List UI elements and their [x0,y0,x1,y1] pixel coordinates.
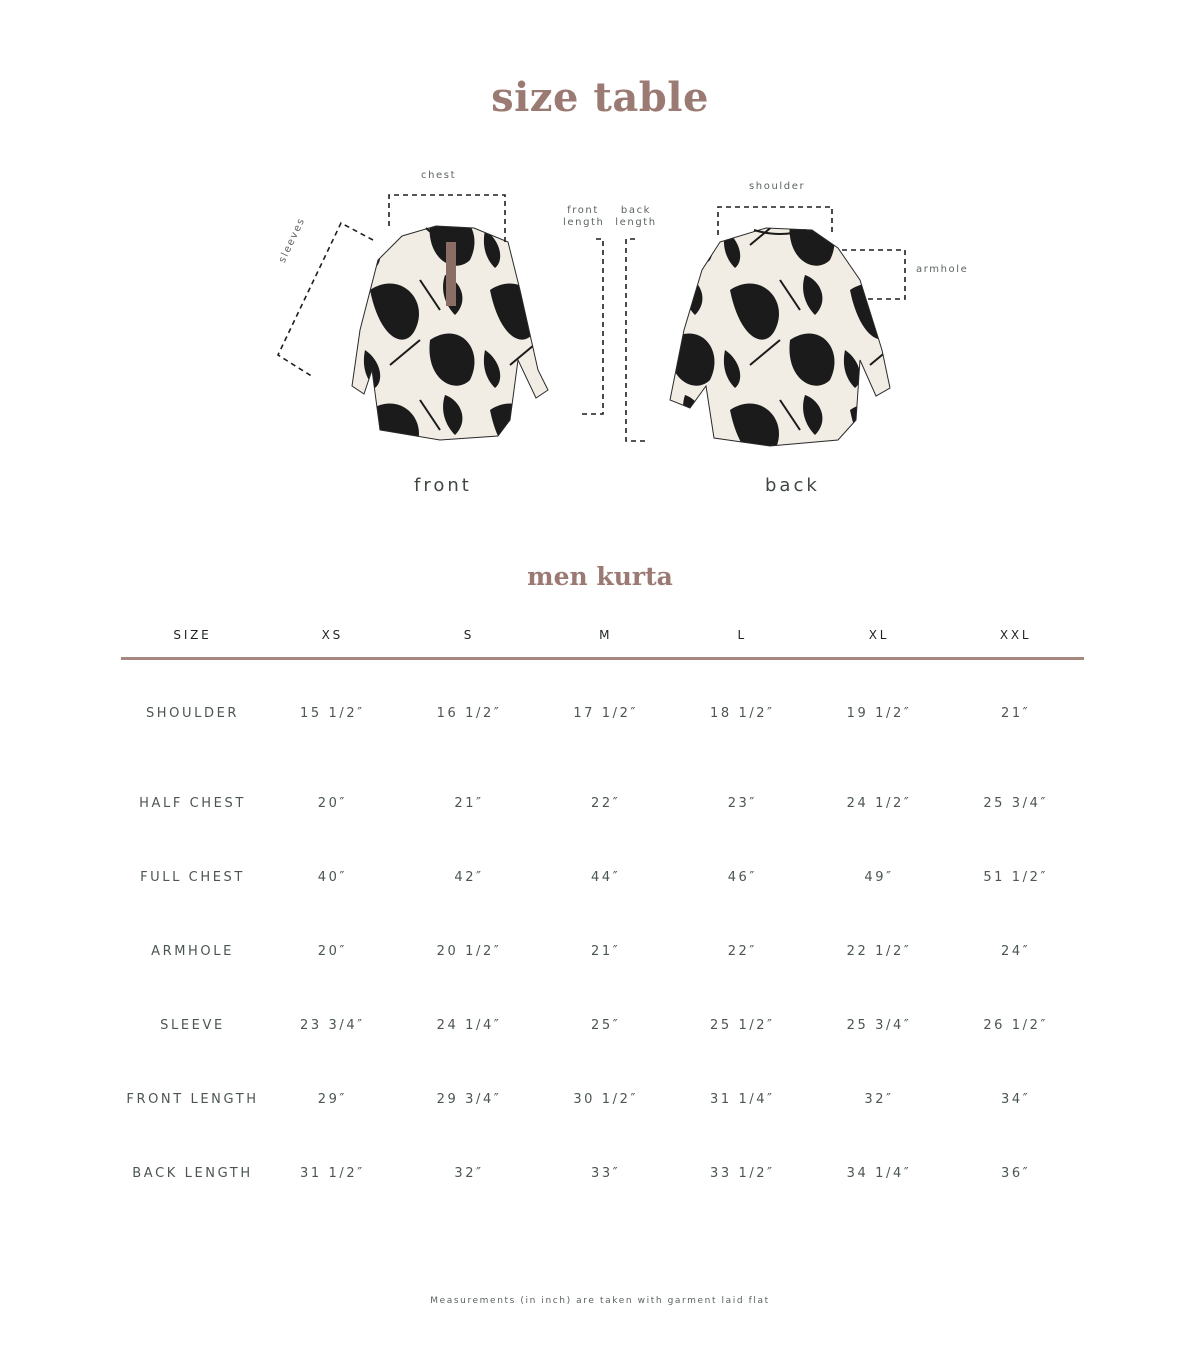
table-cell: 16 1/2″ [436,705,502,721]
table-row [121,766,1084,840]
table-cell: 24 1/2″ [846,795,912,811]
table-cell: 31 1/2″ [300,1165,365,1181]
measurement-diagram [0,150,1200,510]
table-row [121,840,1084,914]
table-cell: 23 3/4″ [300,1017,365,1033]
table-cell: 19 1/2″ [846,705,912,721]
back-view-label: back [765,475,820,496]
table-cell: 18 1/2″ [709,705,775,721]
table-cell: 49″ [864,869,894,885]
table-cell: 32″ [454,1165,484,1181]
back-length-label-line1: back [620,205,652,216]
table-cell: 33 1/2″ [709,1165,775,1181]
back-length-label-line2: length [615,217,657,228]
table-cell: 24 1/4″ [436,1017,502,1033]
armhole-label: armhole [916,264,969,275]
header-row [121,612,1084,659]
table-cell: 21″ [1001,705,1031,721]
header-cell: XXL [947,612,1084,659]
table-cell: 36″ [1001,1165,1031,1181]
table-cell: 24″ [1001,943,1031,959]
table-cell: 20 1/2″ [436,943,502,959]
table-cell: 25 3/4″ [846,1017,912,1033]
table-cell: 20″ [317,795,347,811]
row-label: SLEEVE [160,1017,225,1033]
measurement-note: Measurements (in inch) are taken with garment laid flat [430,1296,770,1306]
table-cell: 21″ [454,795,484,811]
table-cell: 32″ [864,1091,894,1107]
front-garment [352,226,548,440]
header-cell: SIZE [121,612,264,659]
row-label: BACK LENGTH [132,1165,253,1181]
front-length-label [563,205,603,229]
row-label: HALF CHEST [139,795,246,811]
table-cell: 22″ [591,795,621,811]
table-cell: 15 1/2″ [300,705,365,721]
table-cell: 26 1/2″ [983,1017,1048,1033]
table-row [121,914,1084,988]
header-cell: XL [811,612,948,659]
table-cell: 22″ [727,943,757,959]
chest-label: chest [421,170,457,181]
header-cell: S [401,612,538,659]
back-garment [670,228,890,446]
table-cell: 21″ [591,943,621,959]
table-cell: 25″ [591,1017,621,1033]
row-label: ARMHOLE [151,943,234,959]
table-cell: 46″ [727,869,757,885]
row-label: SHOULDER [145,705,240,721]
table-cell: 31 1/4″ [709,1091,775,1107]
header-cell: L [674,612,811,659]
front-view-label: front [414,475,472,496]
table-cell: 29″ [317,1091,347,1107]
table-cell: 34 1/4″ [846,1165,912,1181]
header-cell: XS [264,612,401,659]
table-cell: 42″ [454,869,484,885]
size-table [121,612,1084,1210]
table-cell: 44″ [591,869,621,885]
front-length-label-line2: length [563,217,605,228]
front-length-label-line1: front [567,205,599,216]
table-row [121,1062,1084,1136]
table-row [121,988,1084,1062]
table-cell: 20″ [317,943,347,959]
table-cell: 17 1/2″ [573,705,638,721]
shoulder-label: shoulder [749,181,806,192]
table-cell: 33″ [591,1165,621,1181]
table-cell: 23″ [727,795,757,811]
table-row [121,1136,1084,1210]
table-row [121,659,1084,767]
table-cell: 30 1/2″ [573,1091,638,1107]
table-title: men kurta [527,562,673,591]
row-label: FULL CHEST [140,869,245,885]
row-label: FRONT LENGTH [126,1091,259,1107]
table-cell: 25 1/2″ [709,1017,775,1033]
page-title: size table [491,74,709,121]
table-cell: 51 1/2″ [983,869,1048,885]
table-cell: 29 3/4″ [436,1091,502,1107]
sleeves-label: sleeves [277,215,308,265]
table-cell: 22 1/2″ [846,943,912,959]
table-cell: 40″ [317,869,347,885]
table-cell: 25 3/4″ [983,795,1048,811]
back-length-label [615,205,657,229]
garment-illustration [0,150,1200,510]
table-cell: 34″ [1001,1091,1031,1107]
header-cell: M [537,612,674,659]
